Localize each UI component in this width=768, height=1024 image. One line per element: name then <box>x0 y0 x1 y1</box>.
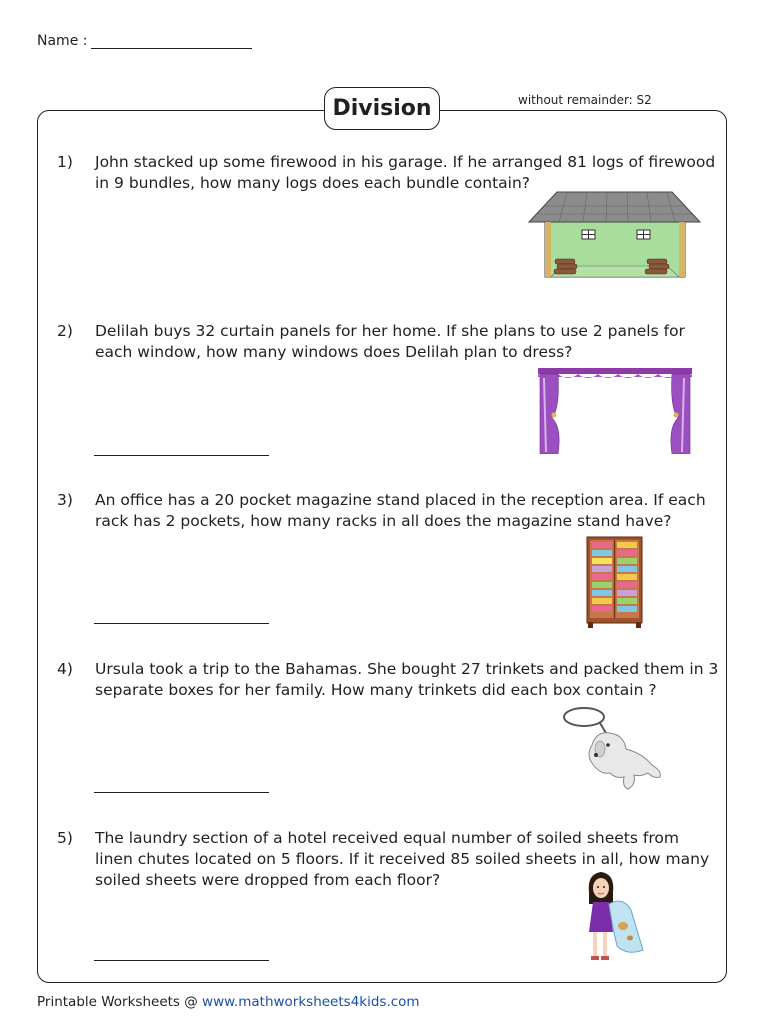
footer <box>37 994 420 1010</box>
answer-line-2[interactable] <box>94 455 269 456</box>
question-text: John stacked up some firewood in his garage. If he arranged 81 logs of firewood in 9 bundles, how many logs does each bundle contain? <box>95 153 716 192</box>
answer-line-4[interactable] <box>94 792 269 793</box>
name-label: Name : <box>37 33 88 49</box>
question-number: 1) <box>57 153 73 171</box>
worksheet-title: Division <box>324 87 440 130</box>
curtain-icon <box>538 368 692 458</box>
question-number: 2) <box>57 322 73 340</box>
question-text: The laundry section of a hotel received equal number of soiled sheets from linen chutes located on 5 floors. If it received 85 soiled sheets in all, how many soiled sheets were dropped from each floor? <box>95 829 710 889</box>
question-number: 5) <box>57 829 73 847</box>
question-number: 4) <box>57 660 73 678</box>
footer-label: Printable Worksheets @ <box>37 994 203 1010</box>
question-text: Ursula took a trip to the Bahamas. She bought 27 trinkets and packed them in 3 separate boxes for her family. How many trinkets did each box contain ? <box>95 660 719 699</box>
girl-with-sheet-icon <box>583 870 645 969</box>
footer-link[interactable]: www.mathworksheets4kids.com <box>202 994 420 1010</box>
question-number: 3) <box>57 491 73 509</box>
worksheet-subtitle: without remainder: S2 <box>518 93 652 107</box>
question-text: An office has a 20 pocket magazine stand placed in the reception area. If each rack has 2 pockets, how many racks in all does the magazine stand have? <box>95 491 706 530</box>
name-row <box>37 33 252 49</box>
question-text: Delilah buys 32 curtain panels for her home. If she plans to use 2 panels for each window, how many windows does Delilah plan to dress? <box>95 322 685 361</box>
answer-line-5[interactable] <box>94 960 269 961</box>
dog-keychain-icon <box>562 705 667 797</box>
name-field[interactable] <box>91 33 252 49</box>
garage-icon <box>527 190 702 284</box>
magazine-stand-icon <box>586 536 643 633</box>
answer-line-3[interactable] <box>94 623 269 624</box>
